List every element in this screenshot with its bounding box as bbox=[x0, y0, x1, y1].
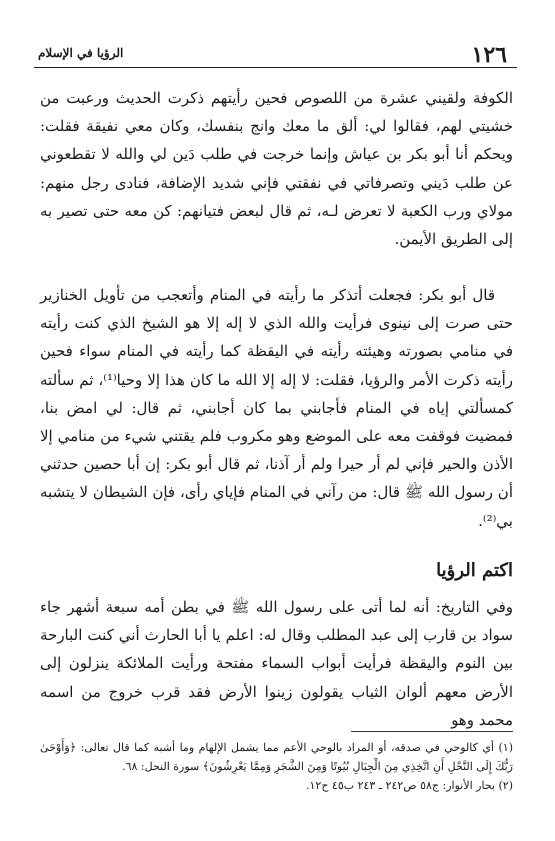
paragraph-text: قال أبو بكر: فجعلت أتذكر ما رأيته في المنام وأتعجب من تأويل الخنازير حتى صرت إلى نينوى فرأيت والله الذي لا إله إلا هو الشيخ الذي كنت رأيته في منامي بصورته وهيئته رأيته في اليقظة كما رأيته في المنام سواء فحين رأيته ذكرت الأمر والرؤيا، فقلت: لا إله إلا الله ما كان هذا إلا وحيا⁽¹⁾، ثم سألته كمسألتي إياه في المنام فأجابني بما كان أجابني، ثم قال: لي امض بنا، فمضيت فوقفت معه على الموضع وهو مكروب فلم يقتني شيء من منامي إلا الأذن والحير فإني لم أر حيرا ولم أر آذنا، ثم قال أبو بكر: إن أبا حصين حدثني أن رسول الله ﷺ قال: من رآني في المنام فإياي رأى، فإن الشيطان لا يتشبه بي⁽²⁾. bbox=[40, 286, 513, 530]
footnotes bbox=[40, 738, 513, 795]
body-paragraph-3 bbox=[40, 593, 513, 734]
footnote-2: (٢) بحار الأنوار: ج٥٨ ص٢٤٢ ـ ٢٤٣ ب٤٥ ح١٢. bbox=[305, 779, 513, 792]
page-number: ١٢٦ bbox=[471, 42, 507, 68]
header-rule bbox=[34, 67, 517, 68]
paragraph-text: الكوفة ولقيني عشرة من اللصوص فحين رأيتهم ذكرت الحديث ورعبت من خشيتي لهم، فقالوا لي: ألق ما معك وانج بنفسك، وكان معي نفيقة فقلت: ويحكم أنا أبو بكر بن عياش وإنما خرجت في طلب دَين لي والله لا تقطعوني عن طلب دَيني وتصرفاتي في نفقتي فإني شديد الإضافة، فنادى رجل منهم: مولاي ورب الكعبة لا تعرض لـه، ثم قال لبعض فتيانهم: كن معه حتى تصير به إلى الطريق الأيمن. bbox=[40, 89, 513, 249]
page-header bbox=[34, 28, 517, 68]
body-paragraph-2 bbox=[40, 281, 513, 535]
running-title: الرؤيا في الإسلام bbox=[38, 46, 124, 60]
paragraph-text: وفي التاريخ: أنه لما أتى على رسول الله ﷺ في بطن أمه سبعة أشهر جاء سواد بن قارب إلى عبد المطلب وقال له: اعلم يا أبا الحارث أني كنت البارحة بين النوم واليقظة فرأيت أبواب السماء مفتحة ورأيت الملائكة ينزلون إلى الأرض معهم ألوان الثياب يقولون زينوا الأرض فقد قرب خروج من اسمه محمد وهو bbox=[40, 598, 513, 729]
section-heading: اكتم الرؤيا bbox=[436, 560, 513, 581]
footnote-rule bbox=[351, 731, 513, 732]
body-paragraph-1 bbox=[40, 84, 513, 253]
footnote-1: (١) أي كالوحي في صدقه، أو المراد بالوحي الأعم مما يشمل الإلهام وما أشبه كما قال تعالى: ﴿وَأَوْحَىٰ رَبُّكَ إِلَى النَّحْلِ أَنِ اتَّخِذِي مِنَ الْجِبَالِ بُيُوتًا وَمِنَ الشَّجَرِ وَمِمَّا يَعْرِشُونَ﴾ سورة النحل: ٦٨. bbox=[40, 741, 513, 773]
